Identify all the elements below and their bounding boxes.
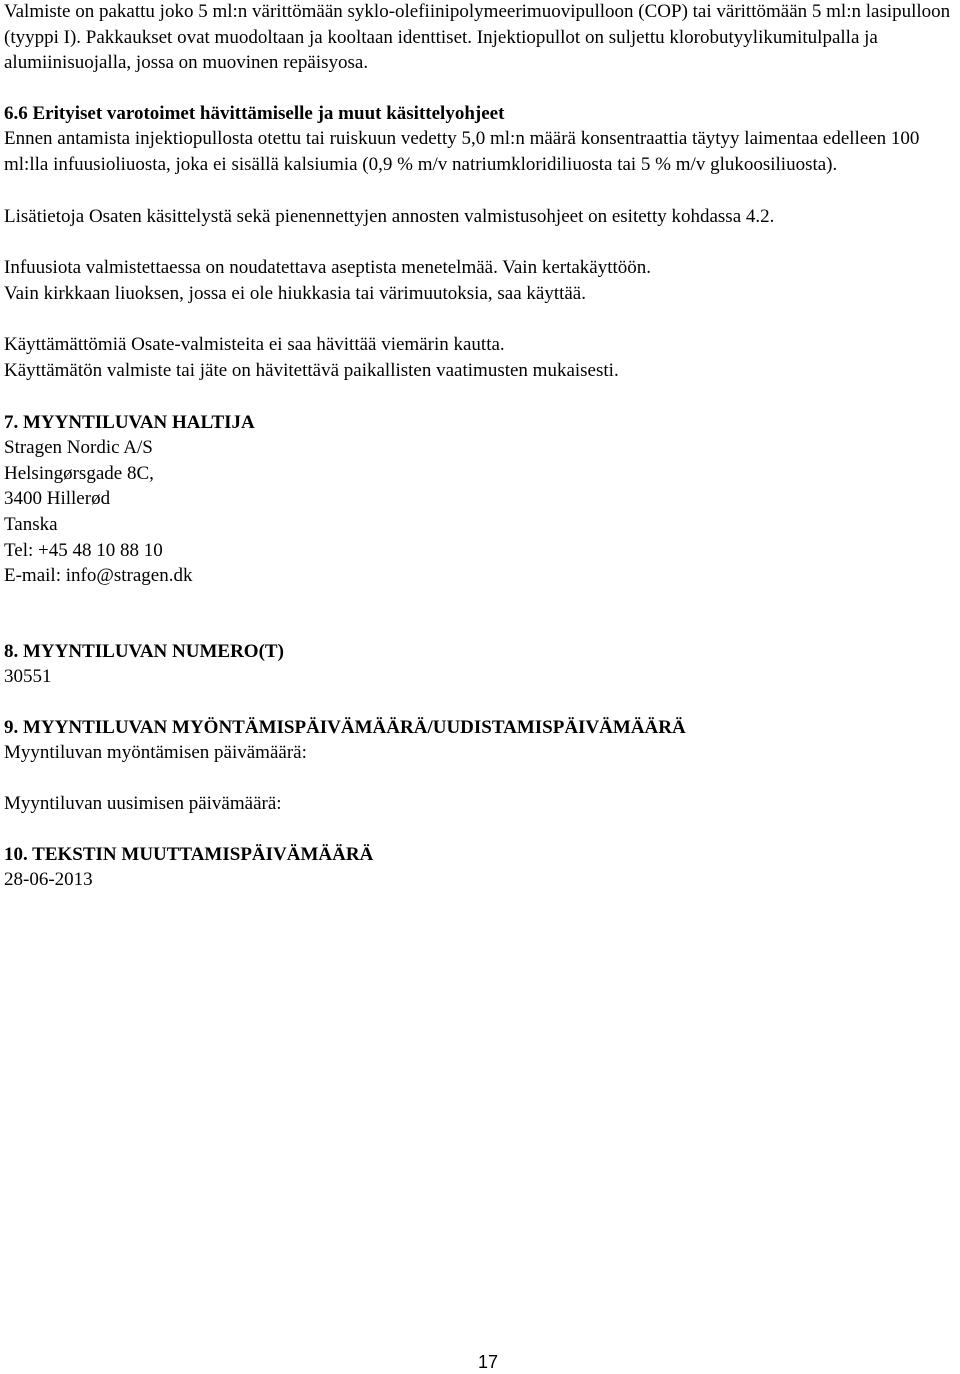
- section-9-heading: 9. MYYNTILUVAN MYÖNTÄMISPÄIVÄMÄÄRÄ/UUDISTAMISPÄIVÄMÄÄRÄ: [4, 716, 686, 738]
- holder-phone: Tel: +45 48 10 88 10: [4, 539, 163, 561]
- intro-paragraph: Valmiste on pakattu joko 5 ml:n värittömään syklo-olefiinipolymeerimuovipulloon (COP) tai värittömään 5 ml:n lasipulloon (tyyppi I). Pakkaukset ovat muodoltaan ja kooltaan identtiset. Injektiopullot on suljettu klorobutyylikumitulpalla ja alumiinisuojalla, jossa on muovinen repäisyosa.: [4, 1, 951, 74]
- section-10: [4, 842, 956, 893]
- section-6-6-paragraph-1: Ennen antamista injektiopullosta otettu tai ruiskuun vedetty 5,0 ml:n määrä konsentraattia täytyy laimentaa edelleen 100 ml:lla infuusioliuosta, joka ei sisällä kalsiumia (0,9 % m/v natriumkloridiliuosta tai 5 % m/v glukoosiliuosta).: [4, 128, 920, 175]
- page-number: 17: [477, 1352, 499, 1372]
- section-6-6-paragraph-2: Lisätietoja Osaten käsittelystä sekä pienennettyjen annosten valmistusohjeet on esitetty kohdassa 4.2.: [4, 205, 775, 227]
- section-7: [4, 410, 956, 589]
- section-9: [4, 715, 956, 817]
- section-8-heading: 8. MYYNTILUVAN NUMERO(T): [4, 640, 284, 662]
- section-6-6-heading: 6.6 Erityiset varotoimet hävittämiselle ja muut käsittelyohjeet: [4, 102, 505, 124]
- holder-company: Stragen Nordic A/S: [4, 437, 153, 459]
- section-10-heading: 10. TEKSTIN MUUTTAMISPÄIVÄMÄÄRÄ: [4, 843, 374, 865]
- holder-city: 3400 Hillerød: [4, 488, 111, 510]
- section-6-6-paragraph-3-line-1: Infuusiota valmistettaessa on noudatettava aseptista menetelmää. Vain kertakäyttöön.: [4, 257, 652, 279]
- section-6-6: [4, 101, 956, 384]
- renewal-date-label: Myyntiluvan uusimisen päivämäärä:: [4, 793, 282, 815]
- section-6-6-paragraph-4-line-2: Käyttämätön valmiste tai jäte on hävitettävä paikallisten vaatimusten mukaisesti.: [4, 359, 619, 381]
- holder-country: Tanska: [4, 513, 58, 535]
- section-6-6-paragraph-4-line-1: Käyttämättömiä Osate-valmisteita ei saa hävittää viemärin kautta.: [4, 334, 505, 356]
- document-page: [4, 0, 956, 893]
- revision-date: 28-06-2013: [4, 869, 93, 891]
- section-8: [4, 639, 956, 690]
- section-7-heading: 7. MYYNTILUVAN HALTIJA: [4, 411, 255, 433]
- holder-street: Helsingørsgade 8C,: [4, 462, 154, 484]
- authorisation-number: 30551: [4, 666, 52, 688]
- section-6-6-paragraph-3-line-2: Vain kirkkaan liuoksen, jossa ei ole hiukkasia tai värimuutoksia, saa käyttää.: [4, 282, 586, 304]
- grant-date-label: Myyntiluvan myöntämisen päivämäärä:: [4, 742, 307, 764]
- holder-email: E-mail: info@stragen.dk: [4, 565, 193, 587]
